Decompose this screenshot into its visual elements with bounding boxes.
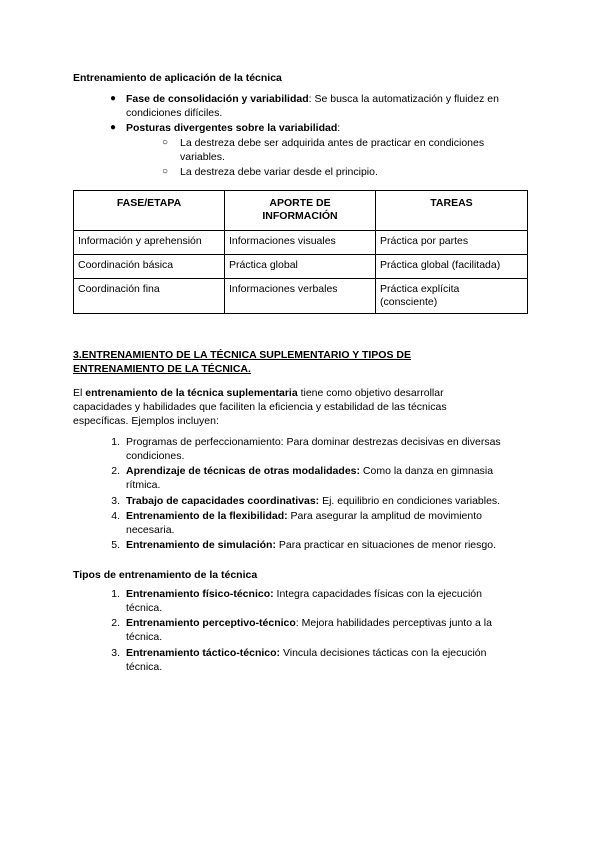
list-item: Entrenamiento de la flexibilidad: Para asegurar la amplitud de movimiento necesaria. [126, 510, 482, 536]
subbullet-item-1 [180, 136, 526, 164]
table-header-cell: APORTE DE INFORMACIÓN [225, 191, 376, 231]
intro-paragraph: El entrenamiento de la técnica suplementaria tiene como objetivo desarrollar capacidades y habilidades que faciliten la eficiencia y estabilidad de las técnicas específicas. Ejemplos incluyen: [73, 387, 447, 427]
table-row [74, 255, 528, 279]
section-heading-suplementario: 3.ENTRENAMIENTO DE LA TÉCNICA SUPLEMENTARIO Y TIPOS DE ENTRENAMIENTO DE LA TÉCNICA. [73, 349, 411, 375]
table-cell: Información y aprehensión [74, 231, 225, 255]
subbullet-text-cont: variables. [180, 151, 225, 163]
hollow-bullet-icon: ○ [162, 166, 169, 177]
list-item: Programas de perfeccionamiento: Para dominar destrezas decisivas en diversas condiciones. [126, 436, 501, 462]
section-heading-aplicacion: Entrenamiento de aplicación de la técnica [73, 72, 282, 84]
list-item: Entrenamiento perceptivo-técnico: Mejora habilidades perceptivas junto a la técnica. [126, 617, 492, 643]
list-number: 2. [111, 617, 120, 629]
hollow-bullet-icon: ○ [162, 137, 169, 148]
bullet-item-consolidacion [126, 92, 526, 120]
bullet-bold: Posturas divergentes sobre la variabilidad [126, 122, 338, 134]
bullet-dot-icon: ● [110, 122, 117, 133]
list-item: Entrenamiento táctico-técnico: Vincula decisiones tácticas con la ejecución técnica. [126, 647, 487, 673]
table-header-cell: TAREAS [376, 191, 528, 231]
subbullet-text: La destreza debe ser adquirida antes de practicar en condiciones [180, 137, 485, 149]
table-cell: Práctica explícita (consciente) [376, 279, 528, 314]
list-number: 3. [111, 495, 120, 507]
table-row [74, 231, 528, 255]
table-cell: Informaciones visuales [225, 231, 376, 255]
table-row [74, 279, 528, 314]
list-number: 4. [111, 510, 120, 522]
bullet-item-posturas [126, 121, 340, 135]
list-item: Aprendizaje de técnicas de otras modalidades: Como la danza en gimnasia rítmica. [126, 465, 494, 491]
bullet-dot-icon: ● [110, 93, 117, 104]
phase-table [73, 190, 528, 314]
table-header-row [74, 191, 528, 231]
list-item: Trabajo de capacidades coordinativas: Ej. equilibrio en condiciones variables. [126, 495, 501, 507]
bullet-text: : [337, 122, 341, 134]
list-number: 2. [111, 465, 120, 477]
section-heading-tipos: Tipos de entrenamiento de la técnica [73, 569, 258, 581]
table-cell: Coordinación fina [74, 279, 225, 314]
bullet-text: : Se busca la automatización y fluidez en [308, 93, 499, 105]
bullet-text-cont: condiciones difíciles. [126, 107, 223, 119]
table-cell: Informaciones verbales [225, 279, 376, 314]
table-cell: Práctica global (facilitada) [376, 255, 528, 279]
list-number: 5. [111, 539, 120, 551]
list-item: Entrenamiento físico-técnico: Integra capacidades físicas con la ejecución técnica. [126, 588, 482, 614]
list-number: 1. [111, 436, 120, 448]
subbullet-item-2: La destreza debe variar desde el principio. [180, 166, 378, 178]
table-cell: Práctica global [225, 255, 376, 279]
table-cell: Práctica por partes [376, 231, 528, 255]
list-number: 3. [111, 647, 120, 659]
table-cell: Coordinación básica [74, 255, 225, 279]
bullet-bold: Fase de consolidación y variabilidad [126, 93, 309, 105]
table-header-cell: FASE/ETAPA [74, 191, 225, 231]
list-number: 1. [111, 588, 120, 600]
list-item: Entrenamiento de simulación: Para practicar en situaciones de menor riesgo. [126, 539, 496, 551]
